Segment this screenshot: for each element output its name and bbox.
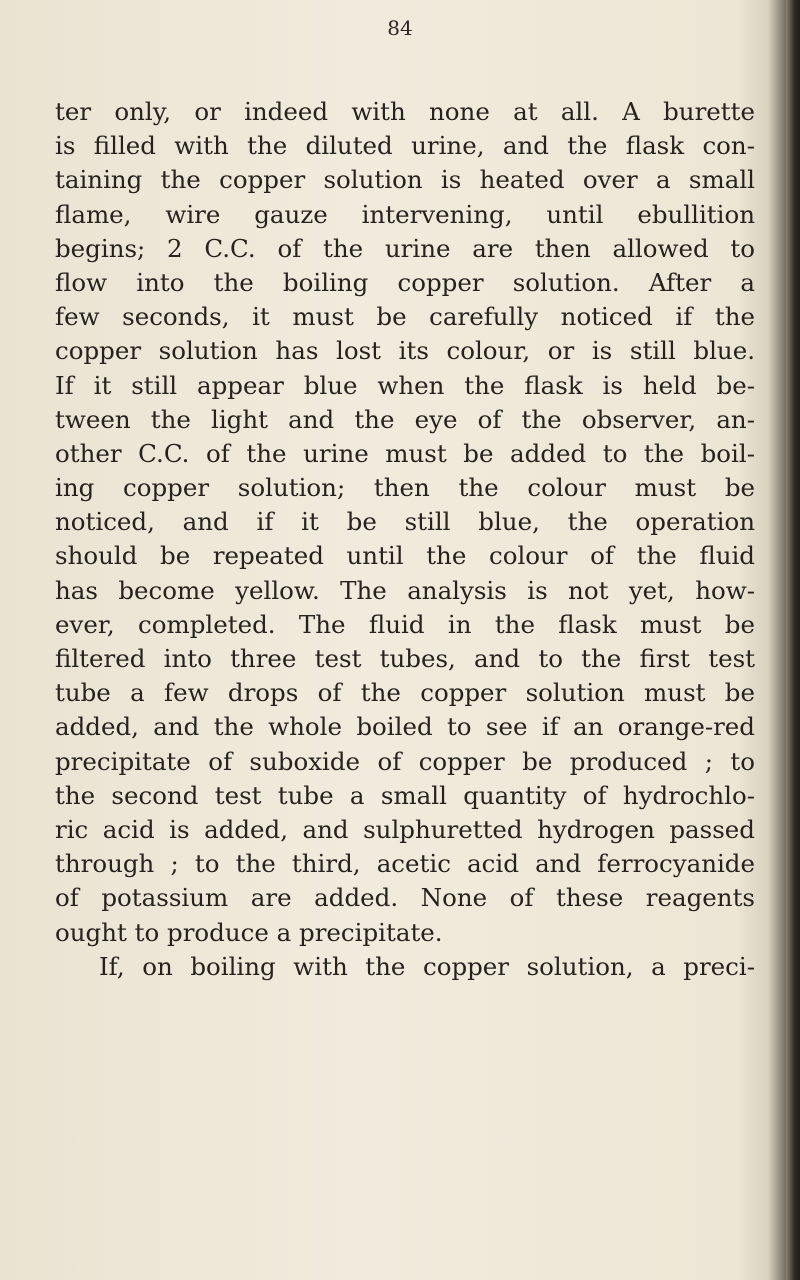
text-line: added, and the whole boiled to see if an orange-red: [55, 712, 755, 742]
text-line: other C.C. of the urine must be added to the boil-: [55, 438, 755, 468]
text-line: ever, completed. The fluid in the flask must be: [55, 609, 755, 639]
text-line: noticed, and if it be still blue, the operation: [55, 507, 755, 537]
text-line: ter only, or indeed with none at all. A burette: [55, 97, 755, 126]
text-line: ric acid is added, and sulphuretted hydrogen passed: [55, 814, 755, 844]
text-line: taining the copper solution is heated over a small: [55, 165, 755, 195]
page-number: 84: [387, 16, 413, 40]
paragraph-start-line: If, on boiling with the copper solution, a preci-: [99, 951, 755, 981]
text-line: copper solution has lost its colour, or is still blue.: [55, 336, 755, 366]
text-line: If it still appear blue when the flask is held be-: [55, 370, 755, 400]
page-edge-shadow: [786, 0, 800, 1280]
text-line: the second test tube a small quantity of hydrochlo-: [55, 780, 755, 810]
text-line: of potassium are added. None of these reagents: [55, 883, 755, 913]
body-text: [55, 95, 755, 984]
text-line: tween the light and the eye of the observer, an-: [55, 404, 755, 434]
text-line: few seconds, it must be carefully noticed if the: [55, 302, 755, 332]
text-line: tube a few drops of the copper solution must be: [55, 678, 755, 708]
text-line: flame, wire gauze intervening, until ebullition: [55, 199, 755, 229]
text-line: ing copper solution; then the colour must be: [55, 473, 755, 503]
text-line: flow into the boiling copper solution. After a: [55, 267, 755, 297]
text-line: filtered into three test tubes, and to the first test: [55, 644, 755, 673]
text-line: precipitate of suboxide of copper be produced ; to: [55, 746, 755, 776]
paragraph-end-line: ought to produce a precipitate.: [55, 917, 443, 947]
text-line: should be repeated until the colour of the fluid: [55, 541, 755, 571]
text-line: is filled with the diluted urine, and the flask con-: [55, 131, 755, 161]
text-line: through ; to the third, acetic acid and ferrocyanide: [55, 849, 755, 879]
text-line: has become yellow. The analysis is not yet, how-: [55, 575, 755, 605]
text-line: begins; 2 C.C. of the urine are then allowed to: [55, 233, 755, 263]
